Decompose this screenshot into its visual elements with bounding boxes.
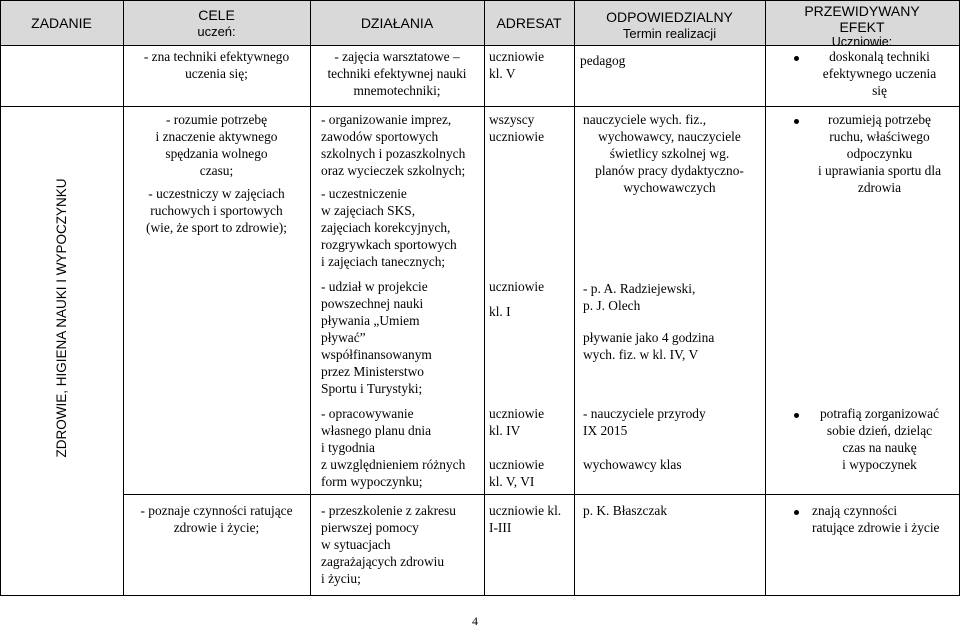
table-border: [0, 106, 960, 107]
row1-odp-line: - p. A. Radziejewski,: [583, 281, 696, 296]
header-efekt-1: PRZEWIDYWANY: [804, 3, 920, 19]
page-number: 4: [472, 614, 478, 628]
row1-cele-line: ruchowych i sportowych: [150, 203, 283, 218]
row1-odp-line: planów pracy dydaktyczno-: [595, 163, 744, 178]
row1-adresat-line: uczniowie: [489, 129, 545, 144]
row1-dzialania-line: współfinansowanym: [321, 347, 432, 362]
bullet-icon: [794, 510, 799, 515]
row0-dzialania-line: mnemotechniki;: [353, 83, 441, 98]
header-adresat: ADRESAT: [496, 15, 562, 31]
row1-efekt-line: sobie dzień, dzieląc: [826, 423, 933, 438]
row2-dzialania-line: i życiu;: [321, 571, 361, 586]
row1-adresat-line: kl. I: [489, 304, 511, 319]
header-efekt-2: EFEKT: [839, 19, 885, 35]
row2-dzialania-line: - przeszkolenie z zakresu: [321, 503, 456, 518]
row1-dzialania-line: - uczestniczenie: [321, 186, 407, 201]
header-dzialania: DZIAŁANIA: [360, 15, 434, 31]
row0-cele-line: uczenia się;: [185, 66, 248, 81]
row1-efekt-line: potrafią zorganizować: [819, 406, 940, 421]
row1-cele-line: spędzania wolnego: [165, 146, 268, 161]
row2-adresat-line: I-III: [489, 520, 512, 535]
row1-dzialania-line: powszechnej nauki: [321, 296, 424, 311]
row2-dzialania-line: zagrażających zdrowiu: [321, 554, 445, 569]
header-odpowiedzialny: ODPOWIEDZIALNY: [606, 9, 733, 25]
bullet-icon: [794, 119, 799, 124]
row1-odp-line: p. J. Olech: [583, 298, 641, 313]
row1-odp-line: świetlicy szkolnej wg.: [609, 146, 730, 161]
header-zadanie: ZADANIE: [31, 15, 92, 31]
row1-odp-line: wych. fiz. w kl. IV, V: [583, 347, 699, 362]
row1-odp-line: - nauczyciele przyrody: [583, 406, 706, 421]
row1-dzialania-line: oraz wycieczek szkolnych;: [321, 163, 466, 178]
row0-odpowiedzialny: pedagog: [580, 53, 626, 68]
row2-cele-line: zdrowie i życie;: [173, 520, 260, 535]
row1-adresat-line: kl. IV: [489, 423, 521, 438]
row1-dzialania-line: i tygodnia: [321, 440, 375, 455]
row2-efekt-line: znają czynności: [812, 503, 898, 518]
row1-dzialania-line: zawodów sportowych: [321, 129, 439, 144]
row2-adresat-line: uczniowie kl.: [489, 503, 562, 518]
row1-dzialania-line: rozgrywkach sportowych: [321, 237, 457, 252]
bullet-icon: [794, 413, 799, 418]
row1-odp-line: IX 2015: [583, 423, 628, 438]
table-border: [484, 0, 485, 596]
row1-efekt-line: i wypoczynek: [842, 457, 917, 472]
row1-odp-line: nauczyciele wych. fiz.,: [583, 112, 707, 127]
row1-odp-line: wychowawcy klas: [583, 457, 682, 472]
row1-dzialania-line: - udział w projekcie: [321, 279, 428, 294]
table-border: [0, 0, 960, 1]
row1-dzialania-line: zajęciach korekcyjnych,: [321, 220, 451, 235]
header-termin: Termin realizacji: [622, 26, 717, 41]
row1-adresat-line: kl. V, VI: [489, 474, 535, 489]
row1-efekt-line: i uprawiania sportu dla: [817, 163, 942, 178]
row1-adresat-line: uczniowie: [489, 406, 545, 421]
row1-dzialania-line: - opracowywanie: [321, 406, 414, 421]
row1-cele-line: - uczestniczy w zajęciach: [148, 186, 285, 201]
bullet-icon: [794, 56, 799, 61]
row1-efekt-line: czas na naukę: [842, 440, 917, 455]
row1-dzialania-line: pływać”: [321, 330, 366, 345]
row1-efekt-line: zdrowia: [857, 180, 902, 195]
row1-cele-line: (wie, że sport to zdrowie);: [146, 220, 287, 235]
row1-dzialania-line: pływania „Umiem: [321, 313, 420, 328]
row1-dzialania-line: własnego planu dnia: [321, 423, 432, 438]
row1-cele-line: i znaczenie aktywnego: [155, 129, 278, 144]
row1-odp-line: wychowawczych: [623, 180, 716, 195]
row1-efekt-line: ruchu, właściwego: [829, 129, 930, 144]
row1-dzialania-line: z uwzględnieniem różnych: [321, 457, 466, 472]
table-border: [0, 0, 1, 596]
row1-odp-line: pływanie jako 4 godzina: [583, 330, 715, 345]
header-efekt-sub: Uczniowie:: [831, 35, 893, 49]
row0-dzialania-line: techniki efektywnej nauki: [327, 66, 467, 81]
row2-dzialania-line: w sytuacjach: [321, 537, 391, 552]
table-border: [123, 494, 960, 495]
row1-adresat-line: wszyscy: [489, 112, 535, 127]
row0-efekt-line: się: [872, 83, 887, 98]
zadanie-vertical-label: ZDROWIE, HIGIENA NAUKI I WYPOCZYNKU: [53, 178, 69, 458]
row1-efekt-line: rozumieją potrzebę: [828, 112, 931, 127]
row2-odpowiedzialny: p. K. Błaszczak: [583, 503, 668, 518]
row1-dzialania-line: i zajęciach tanecznych;: [321, 254, 446, 269]
header-cele-sub: uczeń:: [197, 24, 236, 39]
row1-dzialania-line: Sportu i Turystyki;: [321, 381, 423, 396]
row1-cele-line: - rozumie potrzebę: [165, 112, 268, 127]
row0-adresat-line: uczniowie: [489, 49, 545, 64]
row2-cele-line: - poznaje czynności ratujące: [140, 503, 293, 518]
row0-efekt-line: efektywnego uczenia: [822, 66, 937, 81]
row1-odp-line: wychowawcy, nauczyciele: [598, 129, 741, 144]
table-border: [765, 0, 766, 596]
row2-efekt-line: ratujące zdrowie i życie: [812, 520, 940, 535]
row1-dzialania-line: przez Ministerstwo: [321, 364, 425, 379]
table-border: [574, 0, 575, 596]
table-border: [0, 595, 960, 596]
row1-adresat-line: uczniowie: [489, 279, 545, 294]
row0-cele-line: - zna techniki efektywnego: [143, 49, 290, 64]
row0-efekt-line: doskonalą techniki: [829, 49, 930, 64]
row1-adresat-line: uczniowie: [489, 457, 545, 472]
row1-cele-line: czasu;: [199, 163, 234, 178]
row0-adresat-line: kl. V: [489, 66, 516, 81]
row1-dzialania-line: - organizowanie imprez,: [321, 112, 452, 127]
row1-dzialania-line: w zajęciach SKS,: [321, 203, 416, 218]
row1-efekt-line: odpoczynku: [846, 146, 913, 161]
row1-dzialania-line: form wypoczynku;: [321, 474, 423, 489]
row1-dzialania-line: szkolnych i pozaszkolnych: [321, 146, 466, 161]
row2-dzialania-line: pierwszej pomocy: [321, 520, 419, 535]
row0-dzialania-line: - zajęcia warsztatowe –: [334, 49, 460, 64]
header-cele: CELE: [198, 7, 235, 23]
